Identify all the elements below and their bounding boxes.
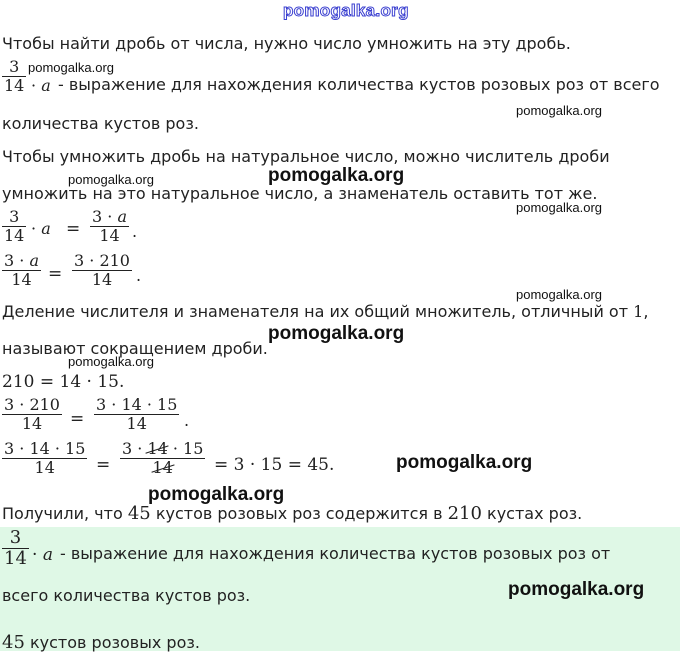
numerator: 3 · a <box>92 207 127 226</box>
variable-a: a <box>41 76 51 95</box>
watermark-small: pomogalka.org <box>28 60 114 75</box>
numerator: 3 · 14 · 15 <box>122 439 204 458</box>
dot-operator: · <box>31 76 37 95</box>
fraction-3a-14 <box>90 208 129 245</box>
rule-fraction-of-number: Чтобы найти дробь от числа, нужно число умножить на эту дробь. <box>2 34 571 53</box>
times-a <box>31 219 51 238</box>
watermark-small: pomogalka.org <box>68 172 154 187</box>
result-210: 210 <box>447 503 482 524</box>
denominator: 14 <box>99 226 120 245</box>
answer-count: 45 кустов розовых роз. <box>2 632 200 653</box>
expression-description-line1: - выражение для нахождения количества кустов розовых роз от всего <box>58 75 660 94</box>
result-45: 45 <box>127 503 151 524</box>
watermark-big: pomogalka.org <box>268 165 405 186</box>
answer-description-line1: - выражение для нахождения количества кустов розовых роз от <box>60 544 611 563</box>
period: . <box>132 222 138 241</box>
factorization-210: 210 = 14 · 15. <box>2 372 125 392</box>
denominator <box>120 459 205 477</box>
fraction-3-14 <box>2 208 26 245</box>
fraction-3x210-14 <box>2 396 62 433</box>
cancelled-factor: 14 <box>152 458 173 477</box>
numerator: 3 <box>9 57 20 76</box>
equals-sign: = <box>70 409 85 429</box>
watermark-top: pomogalka.org <box>283 1 409 20</box>
rule-multiply-line1: Чтобы умножить дробь на натуральное число, можно числитель дроби <box>2 147 610 166</box>
fraction-3x14x15-14 <box>94 396 179 433</box>
numerator: 3 · 14 · 15 <box>4 439 86 458</box>
denominator: 14 <box>126 414 147 433</box>
result-sentence: Получили, что 45 кустов розовых роз содержится в 210 кустах роз. <box>2 503 583 524</box>
watermark-big: pomogalka.org <box>508 579 645 600</box>
watermark-small: pomogalka.org <box>516 103 602 118</box>
equals-sign: = <box>48 264 63 284</box>
numerator: 3 · a <box>4 251 39 270</box>
result-equation: = 3 · 15 = 45. <box>214 455 335 475</box>
fraction-3x14x15-14 <box>2 440 87 477</box>
dot-operator: · <box>31 219 37 238</box>
numerator: 3 · 14 · 15 <box>96 395 178 414</box>
fraction-3-14 <box>2 58 26 95</box>
numerator: 3 · 210 <box>74 251 130 270</box>
answer-times-a: · a <box>32 545 53 565</box>
watermark-big: pomogalka.org <box>396 452 533 473</box>
numerator: 3 <box>9 527 22 548</box>
denominator: 14 <box>11 270 32 289</box>
denominator: 14 <box>4 76 25 95</box>
numerator: 3 <box>9 207 20 226</box>
numerator: 3 · 210 <box>4 395 60 414</box>
period: . <box>184 411 190 430</box>
watermark-big: pomogalka.org <box>268 323 405 344</box>
watermark-small: pomogalka.org <box>516 200 602 215</box>
expression-description-line2: количества кустов роз. <box>2 114 199 133</box>
watermark-small: pomogalka.org <box>516 287 602 302</box>
watermark-big: pomogalka.org <box>148 484 285 505</box>
reduction-definition-line2: называют сокращением дроби. <box>2 339 268 358</box>
answer-fraction-3-14 <box>2 528 29 569</box>
denominator: 14 <box>4 226 25 245</box>
fraction-cancelled <box>120 440 205 477</box>
variable-a: a <box>41 219 51 238</box>
times-a <box>31 76 51 95</box>
fraction-3a-14 <box>2 252 41 289</box>
fraction-3x210-14 <box>72 252 132 289</box>
period: . <box>136 266 142 285</box>
denominator: 14 <box>4 548 27 569</box>
answer-description-line2: всего количества кустов роз. <box>2 586 251 605</box>
reduction-definition-line1: Деление числителя и знаменателя на их общий множитель, отличный от 1, <box>2 302 649 321</box>
denominator: 14 <box>91 270 113 289</box>
equals-sign: = <box>66 219 81 239</box>
rule-multiply-line2: умножить на это натуральное число, а знаменатель оставить тот же. <box>2 184 598 203</box>
equals-sign: = <box>96 455 111 475</box>
cancelled-factor: 14 <box>147 439 168 458</box>
number-one: 1 <box>633 302 644 321</box>
watermark-small: pomogalka.org <box>68 354 154 369</box>
denominator: 14 <box>34 458 55 477</box>
denominator: 14 <box>21 414 43 433</box>
answer-45: 45 <box>2 632 25 653</box>
